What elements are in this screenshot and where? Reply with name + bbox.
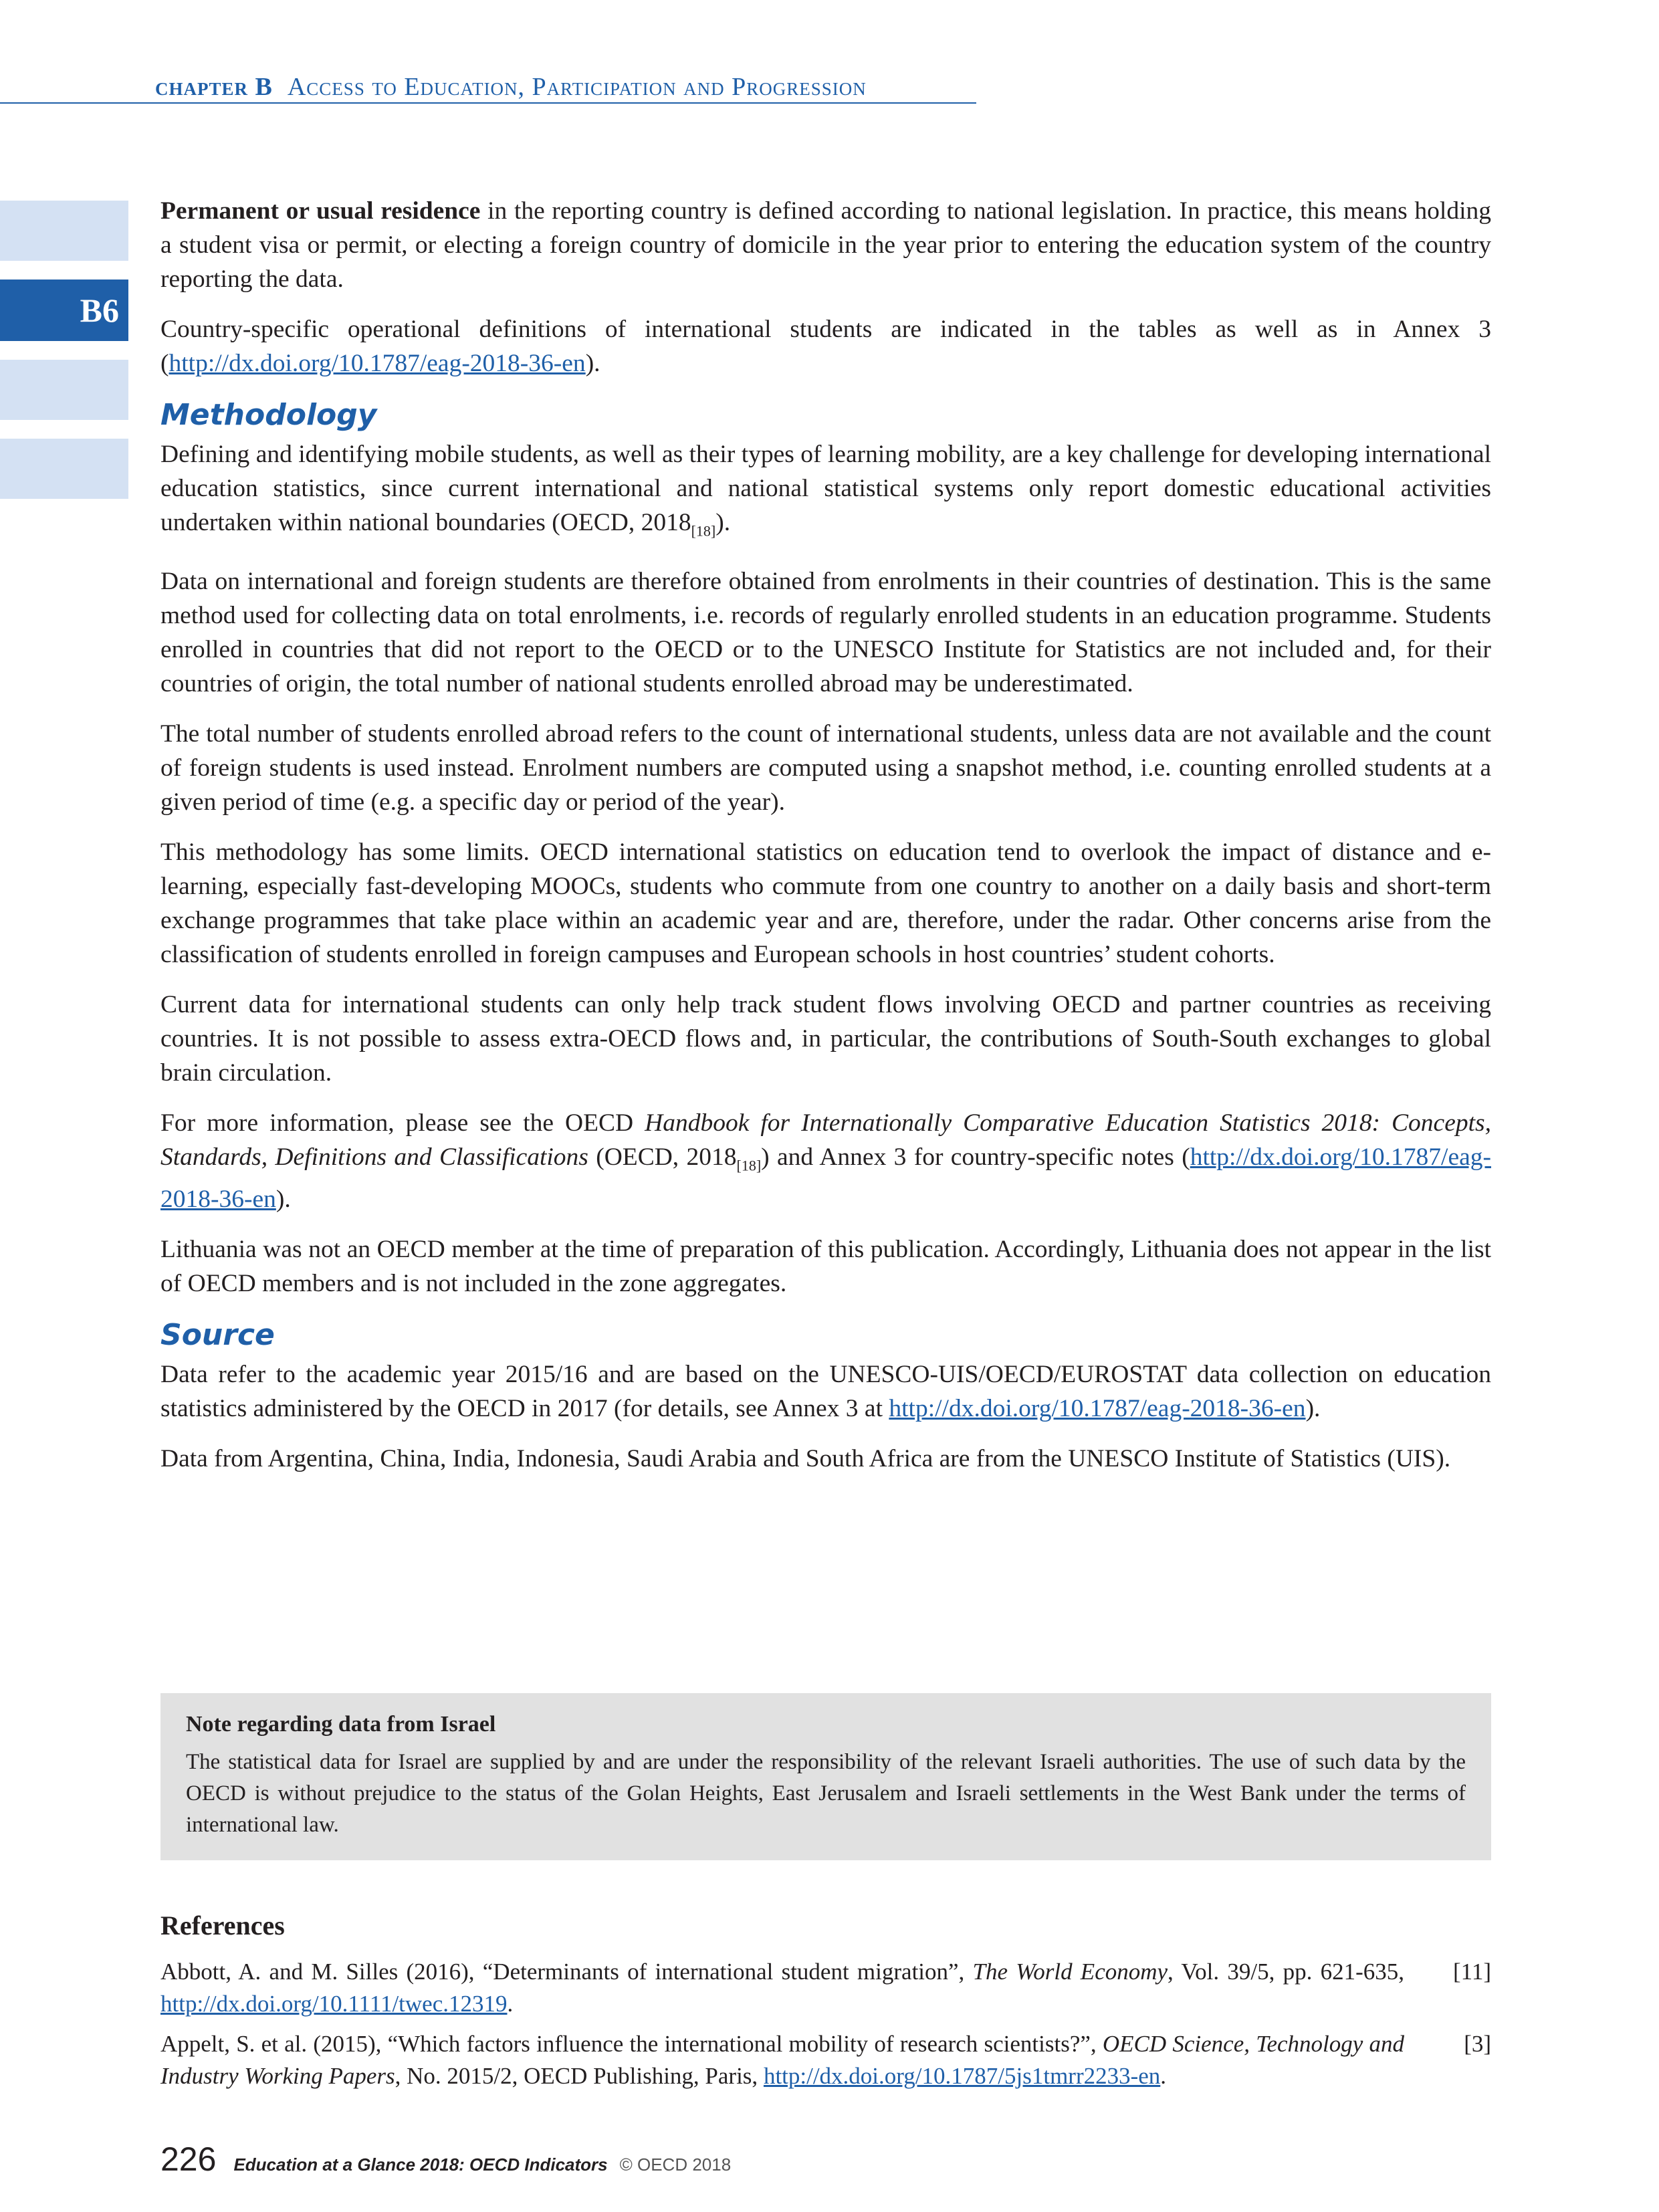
paragraph-definitions [160, 312, 1491, 380]
side-tab-decor-2 [0, 360, 128, 420]
methodology-1-end: ). [715, 509, 731, 536]
reference-link[interactable]: http://dx.doi.org/10.1787/5js1tmrr2233-en [763, 2063, 1161, 2089]
source-heading: Source [160, 1318, 275, 1352]
definitions-end: ). [585, 350, 600, 377]
note-title: Note regarding data from Israel [186, 1712, 496, 1737]
reference-number: [11] [1452, 1959, 1491, 1985]
running-header [155, 72, 867, 102]
methodology-heading: Methodology [160, 398, 377, 432]
methodology-1-text: Defining and identifying mobile students, as well as their types of learning mobility, are a key challenge for developing international education statistics, since current international and national statistical systems only report domestic educational activities undertaken within national boundaries (OECD, 2018 [160, 441, 1491, 536]
paragraph-methodology-5: Current data for international students can only help track student flows involving OECD and partner countries as receiving countries. It is not possible to assess extra-OECD flows and, in particular, the contributions of South-South exchanges to global brain circulation. [160, 990, 1491, 1087]
chapter-label: chapter B [155, 73, 273, 101]
source-1-end: ). [1305, 1395, 1321, 1422]
annex3-link[interactable]: http://dx.doi.org/10.1787/eag-2018-36-en [169, 350, 586, 377]
source-1-text: Data refer to the academic year 2015/16 and are based on the UNESCO-UIS/OECD/EUROSTAT data collection on education statistics administered by the OECD in 2017 (for details, see Annex 3 at [160, 1361, 1491, 1422]
reference-number: [3] [1464, 2031, 1491, 2057]
paragraph-methodology-7: Lithuania was not an OECD member at the time of preparation of this publication. Accordingly, Lithuania does not appear in the list of OECD members and is not included in the zone aggregates. [160, 1236, 1491, 1297]
chapter-title: Access to Education, Participation and Progression [287, 73, 867, 101]
reference-text: , No. 2015/2, OECD Publishing, Paris, [395, 2063, 764, 2089]
annex3-link[interactable]: http://dx.doi.org/10.1787/eag-2018-36-en [889, 1395, 1306, 1422]
residence-text: in the reporting country is defined according to national legislation. In practice, this means holding a student visa or permit, or electing a foreign country of domicile in the year prior to entering the education system of the country reporting the data. [160, 197, 1492, 293]
citation-ref: [18] [691, 522, 716, 540]
reference-journal: The World Economy [972, 1959, 1168, 1985]
definitions-text: Country-specific operational definitions of international students are indicated in the tables as well as in Annex 3 ( [160, 316, 1491, 377]
header-rule [0, 102, 976, 104]
reference-text: Abbott, A. and M. Silles (2016), “Determinants of international student migration”, [160, 1959, 973, 1985]
reference-item [160, 2028, 1491, 2092]
residence-term: Permanent or usual residence [160, 197, 481, 225]
page-footer [160, 2140, 731, 2179]
reference-end: . [507, 1991, 514, 2017]
paragraph-methodology-3: The total number of students enrolled abroad refers to the count of international students, unless data are not available and the count of foreign students is used instead. Enrolment numbers are computed using a snapshot method, i.e. counting enrolled students at a given period of time (e.g. a specific day or period of the year). [160, 720, 1491, 816]
reference-link[interactable]: http://dx.doi.org/10.1111/twec.12319 [160, 1991, 508, 2017]
references-section [160, 1910, 1491, 2100]
side-tab-b6 [0, 280, 128, 341]
reference-text: Appelt, S. et al. (2015), “Which factors influence the international mobility of research scientists?”, [160, 2031, 1103, 2057]
methodology-6-c: ) and Annex 3 for country-specific notes ( [761, 1143, 1190, 1171]
paragraph-methodology-2: Data on international and foreign students are therefore obtained from enrolments in their countries of destination. This is the same method used for collecting data on total enrolments, i.e. records of regularly enrolled students in an education programme. Students enrolled in countries that did not report to the OECD or to the UNESCO Institute for Statistics are not included and, for their countries of origin, the total number of national students enrolled abroad may be underestimated. [160, 567, 1491, 697]
reference-journal: OECD Science, Technology and Industry Working Papers [160, 2031, 1404, 2089]
methodology-6-b: (OECD, 2018 [588, 1143, 737, 1171]
note-body: The statistical data for Israel are supplied by and are under the responsibility of the relevant Israeli authorities. The use of such data by the OECD is without prejudice to the status of the Golan Heights, East Jerusalem and Israeli settlements in the West Bank under the terms of international law. [186, 1750, 1466, 1837]
paragraph-source-1 [160, 1357, 1491, 1426]
main-content [160, 194, 1491, 1492]
paragraph-source-2: Data from Argentina, China, India, Indonesia, Saudi Arabia and South Africa are from the UNESCO Institute of Statistics (UIS). [160, 1445, 1451, 1472]
paragraph-methodology-6 [160, 1106, 1491, 1217]
side-tab-decor-1 [0, 201, 128, 261]
side-tab-label: B6 [80, 292, 119, 329]
paragraph-residence [160, 194, 1491, 296]
reference-text: , Vol. 39/5, pp. 621-635, [1168, 1959, 1404, 1985]
methodology-6-end: ). [275, 1186, 291, 1213]
references-heading: References [160, 1910, 285, 1941]
handbook-title: Handbook for Internationally Comparative Education Statistics 2018: Concepts, Standards, Definitions and Classifications [160, 1109, 1491, 1171]
paragraph-methodology-1 [160, 437, 1491, 548]
annex3-link[interactable]: http://dx.doi.org/10.1787/eag-2018-36-en [160, 1143, 1491, 1213]
side-tab-decor-3 [0, 439, 128, 499]
citation-ref: [18] [736, 1157, 762, 1174]
israel-note-box [160, 1693, 1491, 1860]
reference-end: . [1160, 2063, 1167, 2089]
reference-item [160, 1956, 1491, 2020]
methodology-6-a: For more information, please see the OECD [160, 1109, 645, 1137]
publication-title: Education at a Glance 2018: OECD Indicators [233, 2154, 608, 2175]
copyright: © OECD 2018 [619, 2154, 732, 2175]
paragraph-methodology-4: This methodology has some limits. OECD international statistics on education tend to overlook the impact of distance and e-learning, especially fast-developing MOOCs, students who commute from one country to another on a daily basis and short-term exchange programmes that take place within an academic year and are, therefore, under the radar. Other concerns arise from the classification of students enrolled in foreign campuses and European schools in host countries’ student cohorts. [160, 838, 1491, 968]
page-number: 226 [160, 2140, 217, 2178]
